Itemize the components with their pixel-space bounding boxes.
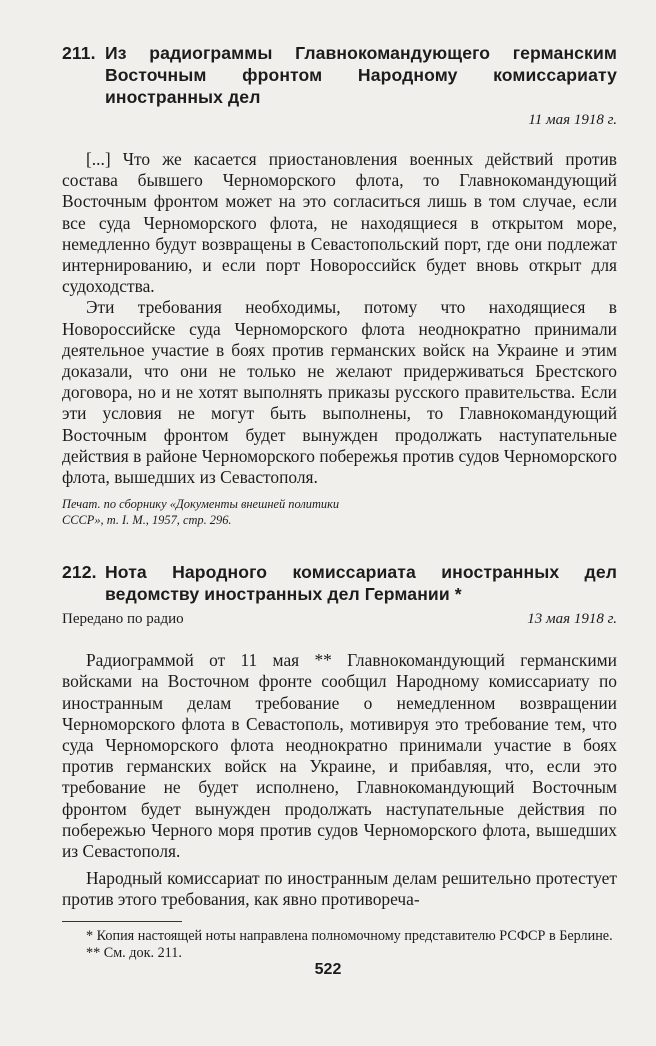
body-paragraph: [...] Что же касается приостановления военных действий против состава бывшего Черноморского флота, то Главнокомандующий Восточным фронтом может на это согласиться лишь в том случае, если все суда Черноморского флота, не находящиеся в открытом море, немедленно будут возвращены в Севастопольский порт, где они подлежат интернированию, и если порт Новороссийск будет вновь открыт для судоходства. [62, 149, 617, 297]
transmission-note: Передано по радио [62, 611, 184, 628]
document-212 [62, 561, 617, 910]
document-number: 212. [62, 562, 97, 583]
footnotes [62, 928, 617, 962]
body-paragraph: Народный комиссариат по иностранным делам решительно протестует против этого требования, как явно противореча- [62, 868, 617, 910]
document-heading [62, 42, 617, 108]
page-number: 522 [314, 961, 342, 978]
body-paragraph: Эти требования необходимы, потому что находящиеся в Новороссийске суда Черноморского флота неоднократно принимали деятельное участие в боях против германских войск на Украине и этим доказали, что они не только не желают придерживаться Брестского договора, но и не хотят выполнять приказы русского правительства. Если эти условия не могут быть выполнены, то Главнокомандующий Восточным фронтом будет вынужден продолжать наступательные действия в районе Черноморского побережья против судов Черноморского флота, вышедших из Севастополя. [62, 297, 617, 488]
footnote: ** См. док. 211. [86, 944, 182, 961]
page-content [62, 42, 617, 962]
document-date: 13 мая 1918 г. [527, 611, 617, 628]
document-title: Нота Народного комиссариата иностранных дел ведомству иностранных дел Германии * [105, 562, 617, 605]
document-number: 211. [62, 43, 96, 63]
document-date: 11 мая 1918 г. [528, 112, 617, 128]
document-heading [62, 561, 617, 605]
source-citation: Печат. по сборнику «Документы внешней политики СССР», т. I. М., 1957, стр. 296. [62, 497, 340, 528]
transmission-row [62, 608, 617, 630]
footnote-divider [62, 921, 182, 922]
footnote: * Копия настоящей ноты направлена полномочному представителю РСФСР в Берлине. [86, 927, 613, 944]
body-paragraph: Радиограммой от 11 мая ** Главнокомандующий германскими войсками на Восточном фронте сообщил Народному комиссариату по иностранным делам требование о немедленном возвращении Черноморского флота в Севастополь, мотивируя это требование тем, что суда Черноморского флота неоднократно принимали участие в боях против германских войск на Украине, и прибавляя, что, если это требование не будет исполнено, Главнокомандующий Восточным фронтом будет вынужден продолжать наступательные действия по побережью Черного моря против судов Черноморского флота, вышедших из Севастополя. [62, 650, 617, 862]
document-211 [62, 42, 617, 528]
document-title: Из радиограммы Главнокомандующего германским Восточным фронтом Народному комиссариату иностранных дел [105, 43, 617, 107]
